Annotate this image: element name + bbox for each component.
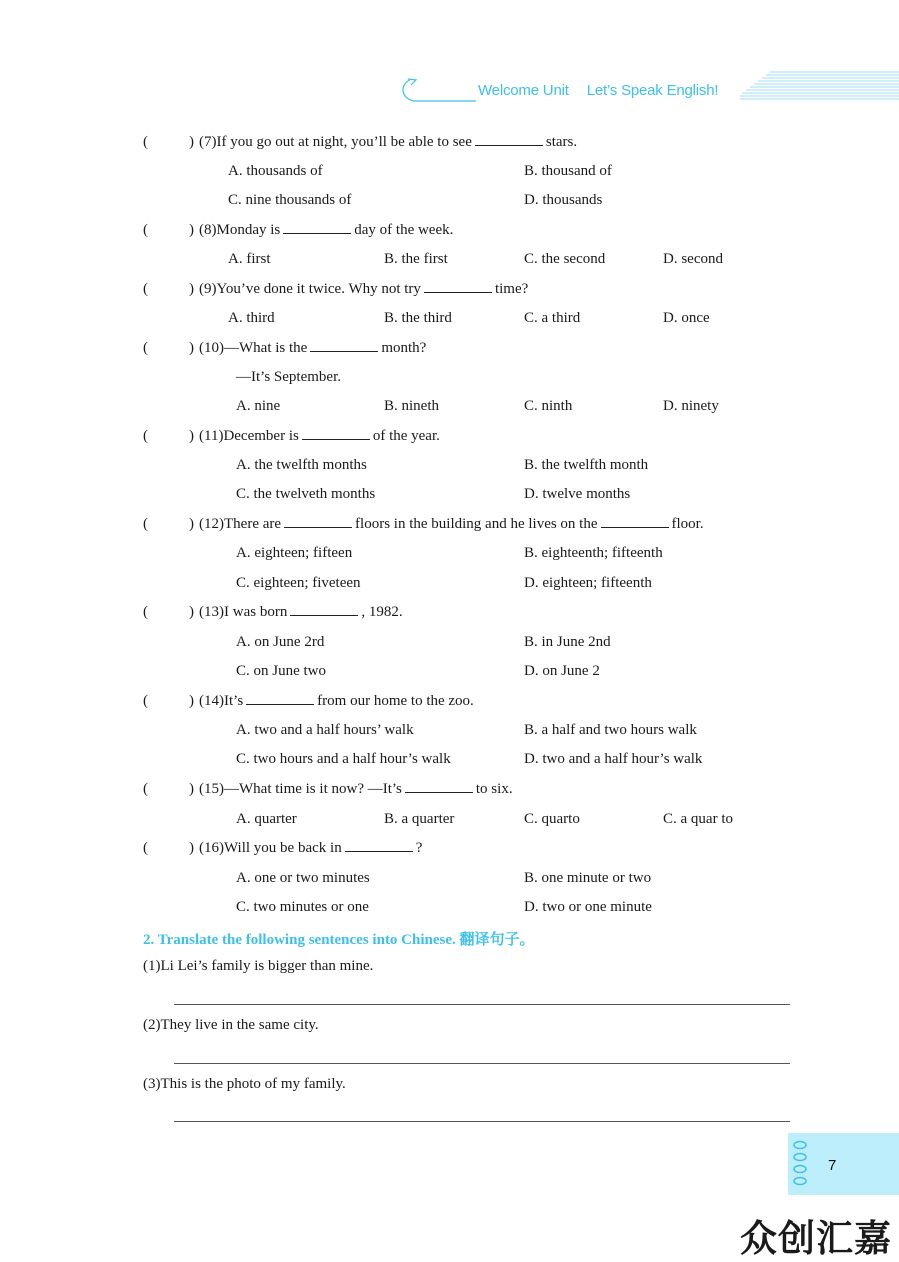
answer-blank [290,603,358,616]
option-b: B. a half and two hours walk [524,722,697,738]
stem-text: It’s [224,693,244,709]
question-stem [199,280,528,298]
question-stem [199,515,704,533]
answer-paren-open: ( [143,604,148,620]
answer-paren-close: ) [189,222,194,238]
item-number: (2) [143,1017,161,1033]
item-text: Li Lei’s family is bigger than mine. [160,958,374,974]
stem-text: to six. [475,781,513,797]
question-stem [199,339,426,357]
stem-text: Will you be back in [224,840,342,856]
option-a: A. first [228,251,271,267]
option-d: D. on June 2 [524,663,600,679]
stem-text: If you go out at night, you’ll be able to see [216,134,472,150]
answer-blank [302,427,370,440]
stem-text: , 1982. [361,604,403,620]
option-a: A. one or two minutes [236,870,370,886]
option-d: D. twelve months [524,486,631,502]
answer-line[interactable] [174,1121,790,1122]
answer-paren-close: ) [189,693,194,709]
question-number: (12) [199,516,224,532]
answer-paren-open: ( [143,134,148,150]
answer-paren-close: ) [189,134,194,150]
stem-text: There are [224,516,282,532]
option-a: A. on June 2rd [236,634,325,650]
stem-text: time? [494,281,529,297]
question-number: (11) [199,428,224,444]
stem-text: month? [381,340,427,356]
answer-blank [246,692,314,705]
option-c: C. the twelveth months [236,486,376,502]
question-number: (13) [199,604,224,620]
answer-paren-open: ( [143,340,148,356]
question-stem [199,692,474,710]
answer-paren-close: ) [189,516,194,532]
answer-paren-close: ) [189,604,194,620]
question-stem [199,780,513,798]
option-d: C. a quar to [663,811,733,827]
answer-paren-close: ) [189,840,194,856]
answer-paren-open: ( [143,281,148,297]
option-c: C. two minutes or one [236,899,369,915]
option-d: D. eighteen; fifteenth [524,575,652,591]
item-text: This is the photo of my family. [160,1076,346,1092]
stem-text: —What time is it now? —It’s [224,781,402,797]
item-number: (1) [143,958,161,974]
option-c: C. the second [524,251,606,267]
option-d: D. once [663,310,710,326]
stem-text: ? [415,840,423,856]
header-unit: Welcome Unit [478,82,569,99]
question-stem [199,603,403,621]
question-number: (7) [199,134,217,150]
question-number: (10) [199,340,224,356]
option-c: C. ninth [524,398,573,414]
question-stem [199,221,453,239]
answer-paren-close: ) [189,340,194,356]
answer-paren-open: ( [143,222,148,238]
answer-blank [424,280,492,293]
stem-text: You’ve done it twice. Why not try [216,281,421,297]
answer-blank [310,339,378,352]
section-2-title: 2. Translate the following sentences into Chinese. 翻译句子。 [143,932,535,948]
option-a: A. thousands of [228,163,323,179]
stem-text: Monday is [216,222,281,238]
decorative-circles-icon [792,1140,808,1188]
option-d: D. two and a half hour’s walk [524,751,703,767]
option-c: C. two hours and a half hour’s walk [236,751,451,767]
header-title: Let’s Speak English! [586,82,719,99]
watermark-logo: 众创汇嘉 [740,1217,892,1260]
answer-blank [475,133,543,146]
question-number: (14) [199,693,224,709]
answer-blank [405,780,473,793]
answer-line[interactable] [174,1063,790,1064]
option-b: B. nineth [384,398,439,414]
option-c: C. eighteen; fiveteen [236,575,361,591]
option-a: A. third [228,310,275,326]
option-a: A. two and a half hours’ walk [236,722,414,738]
option-b: B. a quarter [384,811,455,827]
option-d: D. two or one minute [524,899,652,915]
option-b: B. the twelfth month [524,457,649,473]
answer-blank [345,839,413,852]
answer-blank [283,221,351,234]
option-a: A. quarter [236,811,297,827]
option-b: B. in June 2nd [524,634,611,650]
answer-paren-open: ( [143,781,148,797]
question-number: (9) [199,281,217,297]
option-c: C. on June two [236,663,326,679]
translate-item-1 [143,957,373,975]
answer-paren-open: ( [143,693,148,709]
question-stem [199,133,577,151]
answer-paren-close: ) [189,781,194,797]
stem-text: floor. [671,516,704,532]
stem-text: —What is the [224,340,308,356]
item-text: They live in the same city. [160,1017,319,1033]
stem-text: day of the week. [354,222,454,238]
question-number: (8) [199,222,217,238]
question-stem [199,427,440,445]
option-c: C. nine thousands of [228,192,352,208]
option-c: C. a third [524,310,581,326]
page-number: 7 [828,1157,837,1174]
option-b: B. one minute or two [524,870,652,886]
option-b: B. the first [384,251,448,267]
answer-paren-open: ( [143,428,148,444]
running-header [478,82,718,99]
question-number: (15) [199,781,224,797]
option-d: D. second [663,251,723,267]
answer-paren-open: ( [143,516,148,532]
translate-item-2 [143,1016,319,1034]
question-number: (16) [199,840,224,856]
answer-blank [284,515,352,528]
header-swoosh-icon [398,76,478,106]
option-a: A. eighteen; fifteen [236,545,353,561]
stem-text: floors in the building and he lives on the [355,516,598,532]
answer-blank [601,515,669,528]
option-a: A. the twelfth months [236,457,367,473]
option-d: D. ninety [663,398,719,414]
option-a: A. nine [236,398,281,414]
question-stem [199,839,422,857]
option-b: B. thousand of [524,163,612,179]
translate-item-3 [143,1075,346,1093]
answer-paren-open: ( [143,840,148,856]
answer-paren-close: ) [189,428,194,444]
stem-text: of the year. [372,428,440,444]
option-d: D. thousands [524,192,603,208]
stem-text: stars. [545,134,578,150]
option-c: C. quarto [524,811,580,827]
option-b: B. the third [384,310,452,326]
answer-paren-close: ) [189,281,194,297]
option-b: B. eighteenth; fifteenth [524,545,663,561]
stem-text: December is [223,428,299,444]
stem-text: I was born [224,604,288,620]
dialogue-reply: —It’s September. [236,369,341,385]
stem-text: from our home to the zoo. [317,693,474,709]
answer-line[interactable] [174,1004,790,1005]
header-stripes-decoration [740,70,899,104]
item-number: (3) [143,1076,161,1092]
